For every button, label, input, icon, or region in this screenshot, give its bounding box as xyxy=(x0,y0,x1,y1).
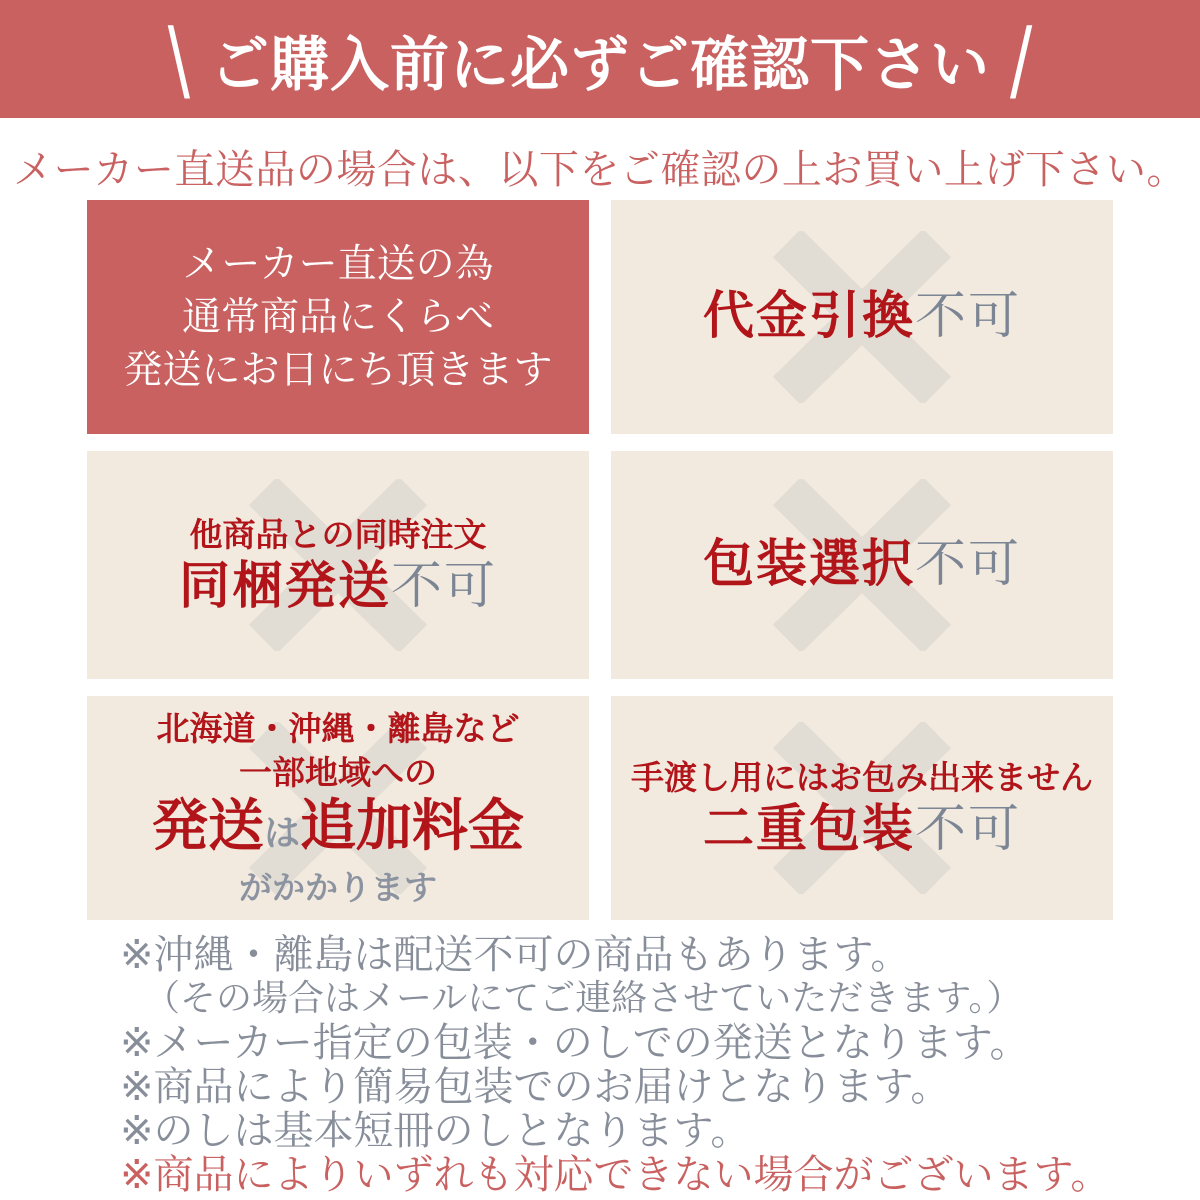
bundle-not-available-label: 不可 xyxy=(391,557,498,616)
double-wrapping-not-available-label: 不可 xyxy=(915,800,1022,859)
footer-note: （その場合はメールにてご連絡させていただきます。） xyxy=(144,978,1023,1019)
footer-note: ※メーカー指定の包装・のしでの発送となります。 xyxy=(120,1020,1030,1066)
footer-note: ※商品によりいずれも対応できない場合がございます。 xyxy=(120,1152,1111,1198)
footer-notes xyxy=(120,933,1190,1197)
footer-note: ※商品により簡易包装でのお届けとなります。 xyxy=(120,1064,951,1110)
extra-fee-label: 追加料金 xyxy=(300,793,524,859)
notice-box-direct-shipping xyxy=(87,200,589,434)
shipping-label: 発送 xyxy=(151,793,264,859)
wrapping-label: 包装選択 xyxy=(702,535,915,594)
handover-sub-label: 手渡し用にはお包み出来ません xyxy=(631,758,1093,797)
direct-shipping-line: 発送にお日にち頂きます xyxy=(123,347,553,393)
slash-decor: / xyxy=(1010,7,1033,111)
double-wrapping-label: 二重包装 xyxy=(702,800,915,859)
direct-shipping-line: メーカー直送の為 xyxy=(182,241,494,287)
notice-box-double-wrapping xyxy=(611,696,1113,920)
bundle-sub-label: 他商品との同時注文 xyxy=(189,515,487,554)
page-title: ご購入前に必ずご確認下さい xyxy=(209,29,990,99)
bundle-label: 同梱発送 xyxy=(178,557,391,616)
regions-sub-label: 北海道・沖縄・離島など xyxy=(156,708,520,748)
notice-box-bundle-shipping xyxy=(87,451,589,679)
subtitle: メーカー直送品の場合は、以下をご確認の上お買い上げ下さい。 xyxy=(13,147,1187,193)
notice-box-extra-shipping-fee xyxy=(87,696,589,920)
direct-shipping-line: 通常商品にくらべ xyxy=(181,294,494,340)
fee-applies-label: がかかります xyxy=(238,867,437,907)
regions-sub-label: 一部地域への xyxy=(238,752,437,792)
footer-note: ※のしは基本短冊のしとなります。 xyxy=(120,1108,751,1154)
backslash-decor: \ xyxy=(167,7,190,111)
particle-label: は xyxy=(263,812,300,854)
cod-label: 代金引換 xyxy=(702,287,915,346)
wrapping-not-available-label: 不可 xyxy=(915,535,1022,594)
notice-box-wrapping-selection xyxy=(611,451,1113,679)
notice-box-cod-unavailable xyxy=(611,200,1113,434)
footer-note: ※沖縄・離島は配送不可の商品もあります。 xyxy=(120,932,911,978)
notice-grid xyxy=(87,200,1113,920)
cod-not-available-label: 不可 xyxy=(915,287,1022,346)
header-banner xyxy=(0,0,1200,118)
